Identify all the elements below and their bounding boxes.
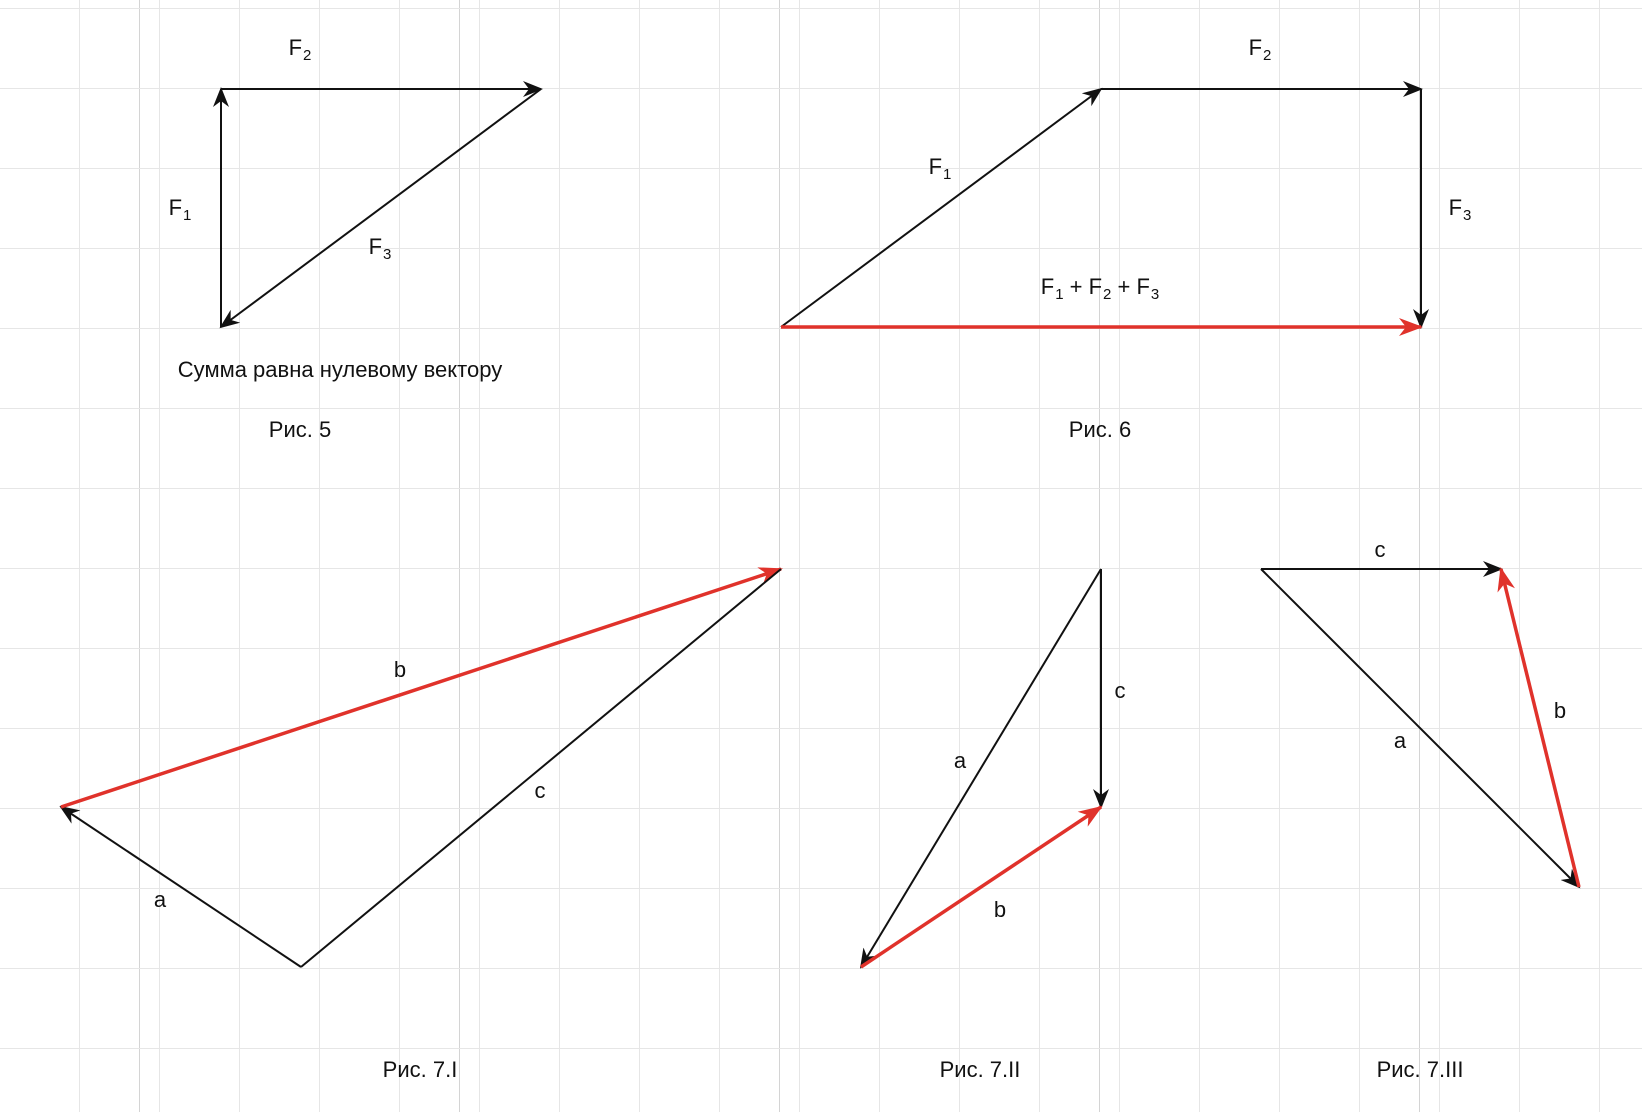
fig7-1-vector-c xyxy=(301,569,781,967)
fig7-1-caption: Рис. 7.I xyxy=(382,1057,458,1082)
fig5-note: Сумма равна нулевому вектору xyxy=(177,357,503,382)
fig5-label-f3: $F_3$ xyxy=(368,234,392,263)
fig7-3-caption: Рис. 7.III xyxy=(1376,1057,1464,1082)
fig6-caption: Рис. 6 xyxy=(1068,417,1132,442)
fig7-1-vector-b xyxy=(61,569,781,807)
fig7-3-label-c: c xyxy=(1374,537,1386,562)
fig5-caption: Рис. 5 xyxy=(268,417,332,442)
fig5-vector-f3 xyxy=(221,89,541,327)
fig5-label-f1: $F_1$ xyxy=(168,195,192,224)
fig7-2-vector-b xyxy=(861,807,1101,967)
fig7-3-label-b: b xyxy=(1553,698,1567,723)
fig7-1-label-a: a xyxy=(153,887,167,912)
fig6-label-f1: $F_1$ xyxy=(928,154,952,183)
fig7-2-label-a: a xyxy=(953,748,967,773)
fig7-3-label-a: a xyxy=(1393,728,1407,753)
fig6-label-sum: $F_1 + F_2 + F_3$ xyxy=(1040,274,1160,303)
fig7-2-caption: Рис. 7.II xyxy=(939,1057,1021,1082)
fig7-3-vector-b xyxy=(1501,569,1579,887)
fig7-3-vector-a xyxy=(1261,569,1579,887)
fig7-1-label-c: c xyxy=(534,778,546,803)
fig6-label-f3: $F_3$ xyxy=(1448,195,1472,224)
fig6-label-f2: $F_2$ xyxy=(1248,35,1272,64)
fig5-label-f2: $F_2$ xyxy=(288,35,312,64)
fig7-1-label-b: b xyxy=(393,657,407,682)
fig7-2-vector-a xyxy=(861,569,1101,967)
fig7-1-vector-a xyxy=(61,807,301,967)
fig7-2-label-b: b xyxy=(993,897,1007,922)
fig7-2-label-c: c xyxy=(1114,678,1126,703)
